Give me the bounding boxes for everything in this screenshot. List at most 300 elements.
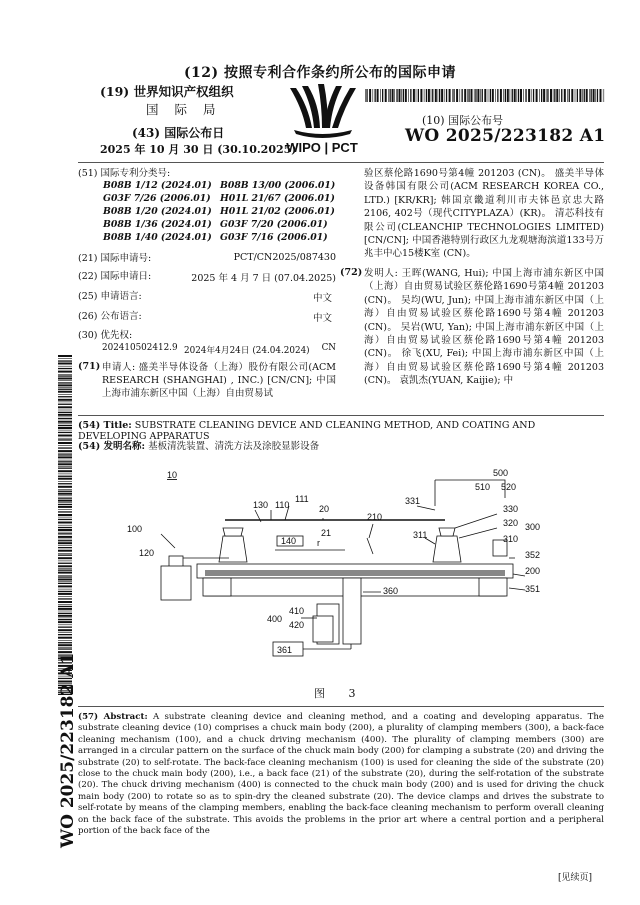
barcode-bar [401, 89, 402, 102]
barcode-bar [58, 615, 72, 617]
barcode-bar [410, 89, 411, 102]
barcode-bar [58, 596, 72, 597]
barcode-bar [373, 89, 374, 102]
barcode-bar [452, 89, 453, 102]
barcode-bar [58, 417, 72, 418]
barcode-bar [58, 527, 72, 528]
title-en-label: (54) Title: [78, 420, 132, 431]
barcode-bar [58, 619, 72, 620]
barcode-bar [365, 89, 366, 102]
barcode-bar [58, 575, 72, 576]
org-sub: 国 际 局 [146, 102, 222, 117]
pub-lang: 中文 [312, 313, 332, 324]
barcode-bar [58, 618, 72, 619]
barcode-bar [58, 608, 72, 610]
pub-lang-label: (26) 公布语言: [78, 311, 142, 322]
barcode-bar [58, 421, 72, 423]
pub-date-label: (43) 国际公布日 [132, 126, 225, 140]
wipo-logo-text: WIPO | PCT [286, 140, 358, 155]
barcode-bar [58, 568, 72, 569]
barcode-bar [480, 89, 481, 102]
applicant-text: 申请人: 盛美半导体设备（上海）股份有限公司(ACM RESEARCH (SHANGHAI) , INC.) [CN/CN]; 中国上海市浦东新区中国（上海）自由贸易试 [102, 362, 336, 399]
barcode-bar [58, 640, 72, 641]
barcode-bar [58, 542, 72, 544]
barcode-bar [58, 442, 72, 444]
barcode-bar [575, 89, 576, 102]
figure-label-351: 351 [525, 584, 541, 594]
barcode-bar [58, 432, 72, 433]
barcode-bar [58, 461, 72, 462]
barcode-bar [58, 491, 72, 492]
barcode-bar [418, 89, 419, 102]
barcode-bar [58, 389, 72, 390]
pub-date: 2025 年 10 月 30 日 (30.10.2025) [100, 143, 297, 156]
barcode-bar [58, 447, 72, 448]
barcode-bar [482, 89, 483, 102]
barcode-bar [456, 89, 458, 102]
figure-label-111: 111 [295, 494, 309, 504]
barcode-bar [58, 466, 72, 467]
org-code: (19) [100, 84, 130, 99]
barcode-bar [394, 89, 395, 102]
barcode-bar [58, 391, 72, 393]
barcode-bar [431, 89, 432, 102]
barcode-bar [539, 89, 540, 102]
figure-label-21: 21 [321, 528, 332, 538]
inventor-text: 发明人: 王晖(WANG, Hui); 中国上海市浦东新区中国（上海）自由贸易试验区蔡伦路1690号第4幢 201203 (CN)。 吴均(WU, Jun); 中国上海市浦东新区中国（上海）自由贸易试验区蔡伦路1690号第4幢 201203 (CN)。 吴岩(WU, Yan); 中国上海市浦东新区中国（上海）自由贸易试验区蔡伦路1690号第4幢 201203 (CN)。 徐飞(XU, Fei); 中国上海市浦东新区中国（上海）自由贸易试验区蔡伦路1690号第4幢 201203 (CN)。 袁凯杰(YUAN, Kaijie); 中 [364, 268, 604, 387]
barcode-bar [58, 486, 72, 488]
barcode-bar [543, 89, 545, 102]
barcode-bar [58, 418, 72, 419]
clamp-right-300 [433, 536, 461, 562]
ipc-code: G03F 7/26 (2006.01) [103, 193, 211, 204]
barcode-bar [58, 363, 72, 365]
barcode-bar [58, 570, 72, 571]
inventor-code: (72) [340, 267, 363, 278]
ipc-code: B08B 13/00 (2006.01) [220, 180, 336, 191]
barcode-bar [58, 430, 72, 431]
barcode-bar [424, 89, 425, 102]
figure-label-360: 360 [383, 586, 399, 596]
filing-lang-label: (25) 申请语言: [78, 291, 142, 302]
barcode-bar [399, 89, 401, 102]
drive-420 [313, 616, 333, 642]
barcode-bar [420, 89, 422, 102]
barcode-bar [554, 89, 555, 102]
barcode-bar [58, 598, 72, 599]
barcode-bar [58, 585, 72, 587]
barcode-bar [58, 399, 72, 401]
barcode-bar [390, 89, 391, 102]
org-name-text: 世界知识产权组织 [133, 84, 234, 99]
barcode-bar [58, 483, 72, 484]
barcode-bar [467, 89, 468, 102]
figure-label-410: 410 [289, 606, 305, 616]
applicant-continued: 验区蔡伦路1690号第4幢 201203 (CN)。 盛美半导体设备韩国有限公司(ACM RESEARCH KOREA CO., LTD.) [KR/KR]; 韩国京畿道利川市夫钵邑京忠大路2106, 402号（现代CITYPLAZA）(KR)。 清芯科技有限公司(CLEANCHIP TECHNOLOGIES LIMITED) [CN/CN]; 中国香港特别行政区九龙观塘海滨道133号万兆丰中心15楼K室 (CN)。 [364, 168, 604, 260]
title-zh-label: (54) 发明名称: [78, 441, 146, 452]
patent-figure [105, 466, 605, 666]
app-no-label: (21) 国际申请号: [78, 253, 152, 264]
barcode-bar [477, 89, 479, 102]
filing-lang: 中文 [312, 293, 332, 304]
barcode-bar [58, 425, 72, 426]
figure-label-r: r [317, 538, 320, 548]
barcode-bar [58, 470, 72, 472]
figure-label-310: 310 [503, 534, 519, 544]
barcode-bar [58, 579, 72, 581]
barcode-bar [58, 412, 72, 413]
barcode-bar [603, 89, 604, 102]
figure-label-311: 311 [413, 530, 428, 540]
barcode-bar [58, 394, 72, 395]
priority-label: (30) 优先权: [78, 330, 133, 341]
barcode-bar [58, 504, 72, 505]
barcode-bar [369, 89, 371, 102]
barcode-bar [58, 414, 72, 416]
barcode-bar [471, 89, 473, 102]
barcode-bar [58, 439, 72, 440]
barcode-bar [58, 410, 72, 411]
barcode-bar [58, 460, 72, 461]
barcode-bar [58, 621, 72, 623]
barcode-bar [438, 89, 439, 102]
barcode-bar [388, 89, 389, 102]
app-no: PCT/CN2025/087430 [233, 252, 336, 263]
barcode-bar [507, 89, 509, 102]
barcode-bar [58, 374, 72, 375]
figure-label-420: 420 [289, 620, 305, 630]
barcode-bar [435, 89, 437, 102]
barcode-bar [58, 384, 72, 386]
barcode-bar [58, 545, 72, 546]
barcode-bar [58, 583, 72, 584]
barcode-bar [58, 435, 72, 437]
barcode-bar [58, 368, 72, 369]
figure-label-331: 331 [405, 496, 421, 506]
ipc-code: B08B 1/40 (2024.01) [103, 232, 212, 243]
barcode-bar [490, 89, 491, 102]
barcode-bar [58, 576, 72, 577]
barcode-bar [505, 89, 506, 102]
barcode-bar [58, 536, 72, 538]
barcode-bar [432, 89, 433, 102]
barcode-bar [377, 89, 379, 102]
barcode-bar [559, 89, 560, 102]
figure-label-320: 320 [503, 518, 519, 528]
barcode-bar [533, 89, 534, 102]
barcode-bar [58, 502, 72, 503]
barcode-bar [58, 360, 72, 361]
ipc-code: B08B 1/20 (2024.01) [103, 206, 212, 217]
barcode-bar [488, 89, 489, 102]
barcode-bar [58, 555, 72, 556]
pub-no: WO 2025/223182 A1 [405, 126, 606, 146]
barcode-bar [58, 454, 72, 455]
figure-label-20: 20 [319, 504, 330, 514]
document-title: (12) 按照专利合作条约所公布的国际申请 [183, 65, 457, 81]
barcode-bar [58, 532, 72, 533]
barcode-bar [58, 427, 72, 429]
barcode-bar [58, 450, 72, 452]
barcode-bar [58, 634, 72, 635]
ipc-code: H01L 21/67 (2006.01) [220, 193, 335, 204]
barcode-bar [58, 506, 72, 508]
barcode-bar [58, 533, 72, 534]
barcode-bar [58, 453, 72, 454]
barcode-bar [595, 89, 596, 102]
figure-label-361: 361 [277, 645, 293, 655]
barcode-bar [58, 550, 72, 552]
chuck-hatch [205, 570, 505, 576]
barcode-bar [58, 563, 72, 564]
barcode-bar [569, 89, 570, 102]
barcode-bar [58, 606, 72, 607]
barcode-bar [58, 468, 72, 469]
barcode-bar [584, 89, 585, 102]
barcode-bar [58, 561, 72, 562]
barcode-bar [556, 89, 558, 102]
barcode-bar [58, 456, 72, 458]
barcode-bar [58, 366, 72, 367]
barcode-bar [382, 89, 383, 102]
barcode-bar [58, 498, 72, 499]
abstract-label: (57) Abstract: [78, 712, 148, 722]
barcode-bar [58, 481, 72, 482]
applicant-code: (71) [78, 361, 101, 372]
nozzle-210 [367, 538, 373, 554]
figure-label-300: 300 [525, 522, 541, 532]
barcode-bar [58, 547, 72, 548]
side-pub-no: WO 2025/223182 A1 [58, 652, 78, 848]
barcode-bar [561, 89, 562, 102]
title-zh-text: 基板清洗装置、清洗方法及涂胶显影设备 [148, 441, 320, 452]
see-next-page: [见续页] [558, 873, 593, 883]
barcode-bar [58, 380, 72, 381]
barcode-bar [600, 89, 602, 102]
barcode-bar [58, 540, 72, 541]
barcode-bar [475, 89, 476, 102]
left-block [203, 578, 231, 596]
barcode-bar [474, 89, 475, 102]
abstract-text: A substrate cleaning device and cleaning method, and a coating and developing apparatus. The substrate cleaning device (10) comprises a chuck main body (200), a plurality of clamping members (300), a back-face cleaning mechanism (100), and a chuck driving mechanism (400). The plurality of clamping members (300) are arranged in a circular pattern on the surface of the chuck main body (200) for clamping a substrate (20) and driving the substrate (20) to self-rotate. The back-face cleaning mechanism (100) is used for cleaning the side of the substrate (20) close to the chuck main body (200), i.e., a back face (21) of the substrate (20), during the self-rotation of the substrate (20). The chuck driving mechanism (400) is connected to the chuck main body (200) and is used for driving the chuck main body (200) to rotate so as to spin-dry the cleaned substrate (20). The device clamps and drives the substrate to self-rotate by means of the clamping members, enabling the back-face cleaning mechanism to perform overall cleaning on the back face of the substrate. This avoids the problems in the prior art where a central portion and a peripheral portion of the back face of the [78, 712, 604, 837]
figure-label-352: 352 [525, 550, 541, 560]
barcode-bar [58, 404, 72, 405]
figure-label-520: 520 [501, 482, 517, 492]
figure-label-330: 330 [503, 504, 519, 514]
barcode-bar [58, 539, 72, 540]
barcode-bar [58, 478, 72, 480]
clamp-left-top [223, 528, 243, 536]
figure-caption: 图 3 [314, 687, 366, 700]
barcode-bar [547, 89, 548, 102]
barcode-bar [541, 89, 542, 102]
title-zh [78, 438, 604, 452]
barcode-bar [58, 522, 72, 524]
figure-label-110: 110 [275, 500, 290, 510]
barcode-bar [58, 591, 72, 592]
barcode-bar [58, 476, 72, 477]
barcode-bar [58, 529, 72, 531]
barcode-bar [439, 89, 440, 102]
priority-no: 202410502412.9 [102, 343, 178, 353]
barcode-bar [58, 378, 72, 380]
barcode-bar [462, 89, 463, 102]
barcode-bar [58, 500, 72, 502]
barcode-bar [593, 89, 595, 102]
ipc-label: (51) 国际专利分类号: [78, 168, 171, 179]
figure-label-130: 130 [253, 500, 269, 510]
barcode-bar [58, 358, 72, 359]
right-block-351 [479, 578, 507, 596]
barcode-bar [58, 382, 72, 383]
barcode-bar [441, 89, 443, 102]
barcode-bar [58, 371, 72, 373]
barcode-bar [58, 604, 72, 605]
barcode-bar [589, 89, 590, 102]
barcode-bar [497, 89, 498, 102]
barcode-bar [58, 474, 72, 475]
barcode-bar [58, 387, 72, 388]
barcode-bar [58, 632, 72, 633]
barcode-bar [58, 644, 72, 646]
barcode-bar [392, 89, 394, 102]
barcode-bar [385, 89, 387, 102]
org-name [100, 82, 234, 100]
barcode-bar [514, 89, 516, 102]
filing-date: 2025 年 4 月 7 日 (07.04.2025) [191, 273, 336, 284]
barcode-bar [523, 89, 524, 102]
barcode-bar [58, 613, 72, 614]
barcode-bar [375, 89, 376, 102]
priority-country: CN [321, 343, 336, 353]
title-divider [78, 415, 604, 416]
filing-date-label: (22) 国际申请日: [78, 271, 152, 282]
ipc-code: B08B 1/36 (2024.01) [103, 219, 212, 230]
abstract-divider [78, 706, 604, 707]
figure-label-100: 100 [127, 524, 143, 534]
barcode-bar [449, 89, 451, 102]
bracket-500 [435, 480, 505, 498]
figure-label-200: 200 [525, 566, 541, 576]
barcode-bar [58, 517, 72, 518]
wipo-logo [272, 80, 372, 158]
barcode-bar [58, 647, 72, 648]
figure-label-140: 140 [281, 536, 297, 546]
barcode-bar [426, 89, 427, 102]
figure-label-10: 10 [167, 470, 178, 480]
clamp-right-top [439, 528, 455, 536]
figure-label-510: 510 [475, 482, 491, 492]
barcode-bar [405, 89, 407, 102]
ipc-code: H01L 21/02 (2006.01) [220, 206, 335, 217]
barcode-bar [453, 89, 454, 102]
barcode-bar [58, 648, 72, 649]
ipc-code: G03F 7/20 (2006.01) [220, 219, 328, 230]
barcode-bar [58, 424, 72, 425]
barcode-bar [579, 89, 581, 102]
barcode-bar [564, 89, 566, 102]
barcode-bar [553, 89, 554, 102]
barcode-bar [503, 89, 504, 102]
barcode-bar [444, 89, 445, 102]
barcode-bar [396, 89, 397, 102]
priority-date: 2024年4月24日 (24.04.2024) [184, 346, 310, 356]
barcode-bar [58, 637, 72, 639]
header-divider [78, 162, 604, 163]
barcode-bar [531, 89, 532, 102]
barcode-bar [550, 89, 552, 102]
barcode-bar [58, 375, 72, 376]
barcode-bar [58, 445, 72, 446]
barcode-bar [468, 89, 469, 102]
barcode-bar [512, 89, 513, 102]
figure-label-400: 400 [267, 614, 283, 624]
barcode-bar [58, 589, 72, 590]
barcode-bar [58, 593, 72, 595]
barcode-bar [58, 625, 72, 626]
barcode-bar [58, 511, 72, 512]
barcode-side [58, 355, 72, 695]
barcode-bar [58, 601, 72, 603]
barcode-bar [591, 89, 592, 102]
barcode-bar [58, 396, 72, 397]
barcode-bar [366, 89, 367, 102]
ipc-code: G03F 7/16 (2006.01) [220, 232, 328, 243]
barcode-bar [58, 581, 72, 582]
barcode-bar [58, 406, 72, 408]
barcode-bar [536, 89, 538, 102]
barcode-bar [58, 463, 72, 465]
barcode-bar [416, 89, 417, 102]
barcode-bar [510, 89, 511, 102]
ipc-code: B08B 1/12 (2024.01) [103, 180, 212, 191]
barcode-bar [58, 557, 72, 559]
barcode-bar [460, 89, 461, 102]
barcode-bar [464, 89, 466, 102]
barcode-bar [58, 553, 72, 554]
barcode-bar [58, 489, 72, 490]
title-en-text: SUBSTRATE CLEANING DEVICE AND CLEANING METHOD, AND COATING AND DEVELOPING APPARATUS [78, 420, 536, 442]
barcode-bar [546, 89, 547, 102]
barcode-bar [571, 89, 573, 102]
motor-120 [161, 566, 191, 600]
barcode-bar [58, 519, 72, 520]
barcode-bar [525, 89, 526, 102]
barcode-bar [58, 565, 72, 567]
barcode-bar [484, 89, 486, 102]
barcode-bar [58, 525, 72, 526]
barcode-top [365, 89, 605, 102]
barcode-bar [500, 89, 502, 102]
barcode-bar [58, 572, 72, 574]
figure-label-210: 210 [367, 512, 383, 522]
pub-no-label: (10) 国际公布号 [422, 114, 504, 127]
barcode-bar [518, 89, 519, 102]
figure-label-120: 120 [139, 548, 155, 558]
barcode-bar [403, 89, 404, 102]
barcode-bar [58, 402, 72, 403]
barcode-bar [413, 89, 415, 102]
barcode-bar [58, 496, 72, 497]
barcode-bar [58, 627, 72, 628]
barcode-bar [58, 629, 72, 631]
barcode-bar [528, 89, 530, 102]
barcode-bar [517, 89, 518, 102]
barcode-bar [58, 514, 72, 516]
barcode-bar [492, 89, 494, 102]
barcode-bar [428, 89, 430, 102]
barcode-bar [586, 89, 588, 102]
